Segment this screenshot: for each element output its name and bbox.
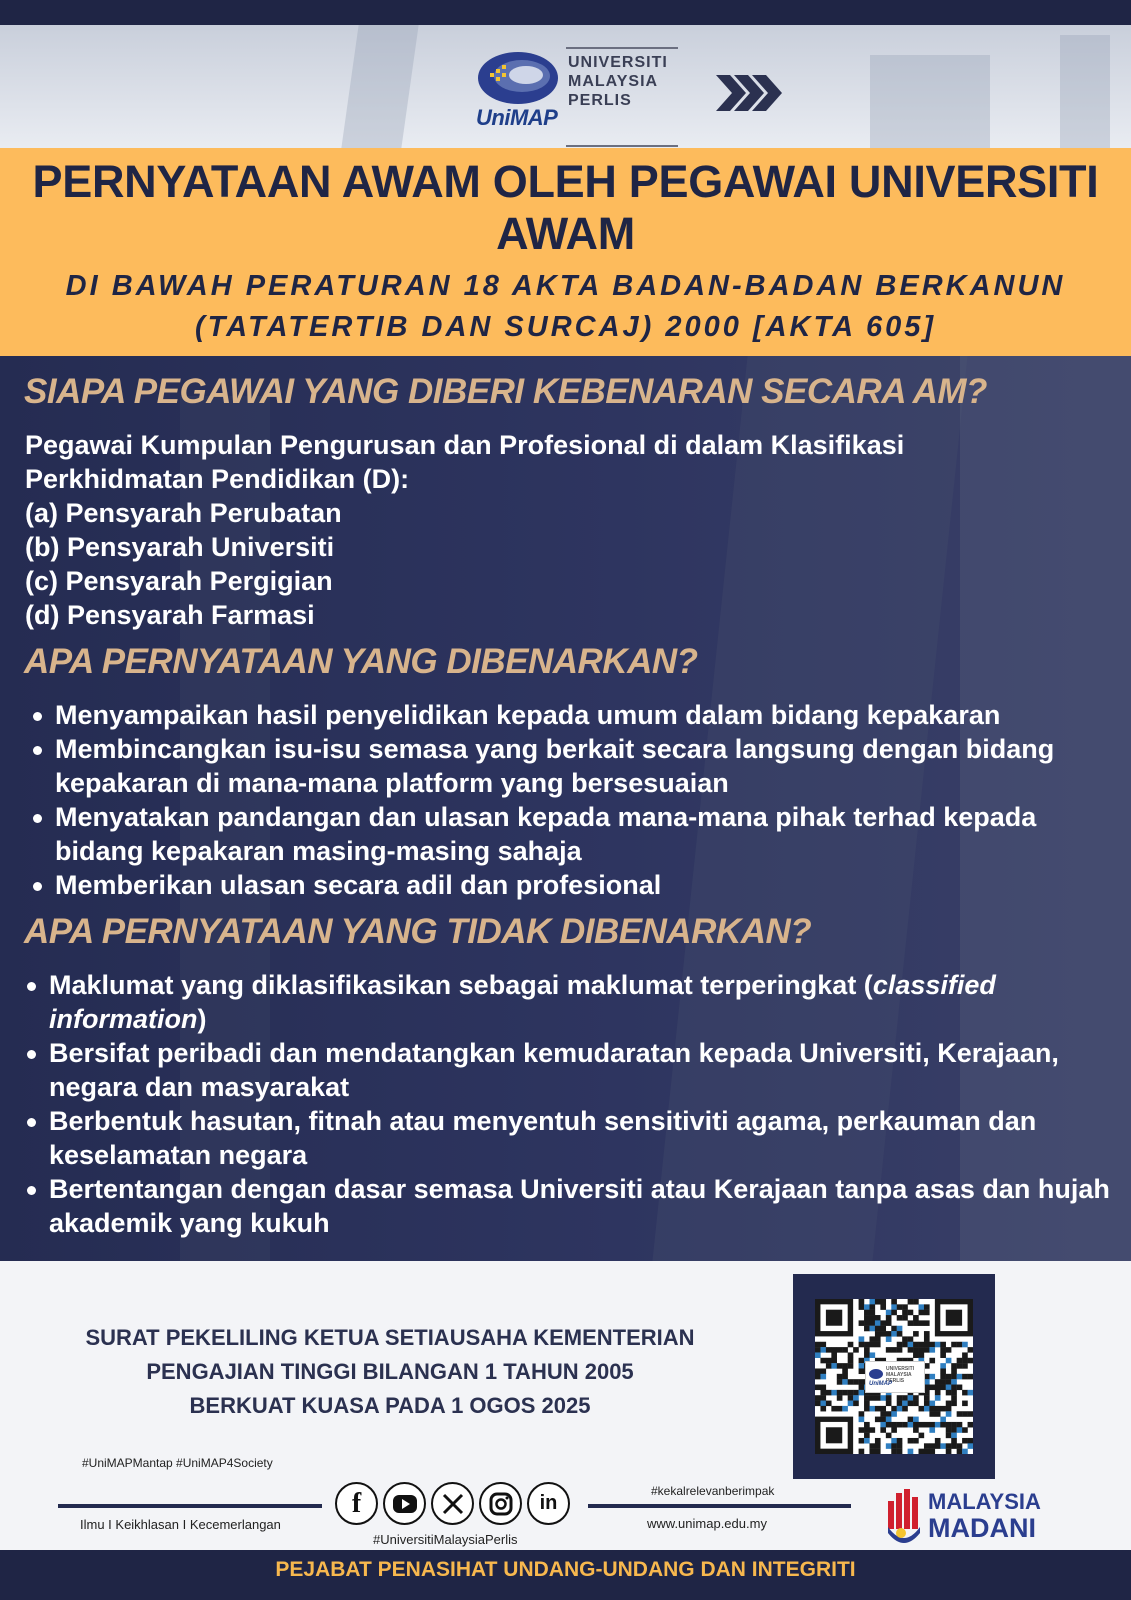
chevrons-right-icon [716,73,782,113]
madani-line-2: MADANI [928,1513,1036,1543]
list-item: Bersifat peribadi dan mendatangkan kemudaratan kepada Universiti, Kerajaan, negara dan masyarakat [19,1036,1119,1104]
list-item: Menyatakan pandangan dan ulasan kepada mana-mana pihak terhad kepada bidang kepakaran masing-masing sahaja [25,800,1115,868]
madani-emblem-icon [884,1487,924,1545]
hashtags-left: #UniMAPMantap #UniMAP4Society [82,1456,273,1470]
hashtag-right: #kekalrelevanberimpak [651,1484,775,1498]
subtitle-line-2: (TATATERTIB DAN SURCAJ) 2000 [AKTA 605] [194,311,937,343]
hashtag-center: #UniversitiMalaysiaPerlis [373,1532,518,1547]
facebook-icon[interactable]: f [335,1482,378,1525]
office-name: PEJABAT PENASIHAT UNDANG-UNDANG DAN INTEGRITI [275,1558,856,1581]
unimap-emblem-icon [476,49,560,107]
unimap-emblem-icon [869,1369,883,1379]
logo-line-1: UNIVERSITI [568,54,668,71]
list-item: Maklumat yang diklasifikasikan sebagai maklumat terperingkat (classified information) [19,968,1119,1036]
not-allowed-list [19,968,1119,1240]
logo-line-3: PERLIS [568,92,632,109]
subtitle-line-1: DI BAWAH PERATURAN 18 AKTA BADAN-BADAN BERKANUN [65,270,1066,302]
unimap-logo [476,39,686,139]
qr-code[interactable] [815,1299,973,1454]
list-item: Bertentangan dengan dasar semasa Universiti atau Kerajaan tanpa asas dan hujah akademik yang kukuh [19,1172,1119,1240]
list-item: (b) Pensyarah Universiti [25,532,335,562]
list-item: (c) Pensyarah Pergigian [25,566,333,596]
list-item: Membincangkan isu-isu semasa yang berkait secara langsung dengan bidang kepakaran di mana-mana platform yang bersesuaian [25,732,1115,800]
divider [588,1504,851,1508]
instagram-icon[interactable] [479,1482,522,1525]
qr-code-frame [793,1274,995,1479]
section-heading-not-allowed: APA PERNYATAAN YANG TIDAK DIBENARKAN? [24,912,812,951]
list-item: (a) Pensyarah Perubatan [25,498,342,528]
motto: Ilmu I Keikhlasan I Kecemerlangan [80,1517,281,1532]
circular-notice: SURAT PEKELILING KETUA SETIAUSAHA KEMENTERIAN PENGAJIAN TINGGI BILANGAN 1 TAHUN 2005 BERKUAT KUASA PADA 1 OGOS 2025 [85,1325,695,1418]
logo-line-2: MALAYSIA [568,73,659,90]
madani-line-1: MALAYSIA [928,1489,1041,1514]
list-item: Menyampaikan hasil penyelidikan kepada umum dalam bidang kepakaran [25,698,1115,732]
youtube-icon[interactable] [383,1482,426,1525]
allowed-list [25,698,1115,902]
section-heading-allowed: APA PERNYATAAN YANG DIBENARKAN? [24,642,698,681]
linkedin-icon[interactable]: in [527,1482,570,1525]
divider [58,1504,322,1508]
list-item: Berbentuk hasutan, fitnah atau menyentuh sensitiviti agama, perkauman dan keselamatan negara [19,1104,1119,1172]
logo-wordmark: UniMAP [476,105,558,130]
list-item: (d) Pensyarah Farmasi [25,600,315,630]
bottom-bar [0,1550,1131,1600]
malaysia-madani-logo [884,1487,1064,1551]
x-icon[interactable] [431,1482,474,1525]
main-content [0,356,1131,1261]
section-heading-authorized: SIAPA PEGAWAI YANG DIBERI KEBENARAN SECARA AM? [24,372,987,411]
footer [0,1261,1131,1550]
page-title: PERNYATAAN AWAM OLEH PEGAWAI UNIVERSITI AWAM [32,156,1099,259]
qr-center-logo: UNIVERSITI MALAYSIA PERLIS UniMAP [865,1361,925,1393]
authorized-intro: Pegawai Kumpulan Pengurusan dan Profesional di dalam Klasifikasi Perkhidmatan Pendidikan (D): (a) Pensyarah Perubatan (b) Pensyarah Universiti (c) Pensyarah Pergigian (d) Pensyarah Farmasi [25,430,905,630]
website-link[interactable]: www.unimap.edu.my [647,1516,767,1531]
top-bar [0,0,1131,25]
header [0,25,1131,148]
title-banner [0,148,1131,356]
list-item: Memberikan ulasan secara adil dan profesional [25,868,1115,902]
